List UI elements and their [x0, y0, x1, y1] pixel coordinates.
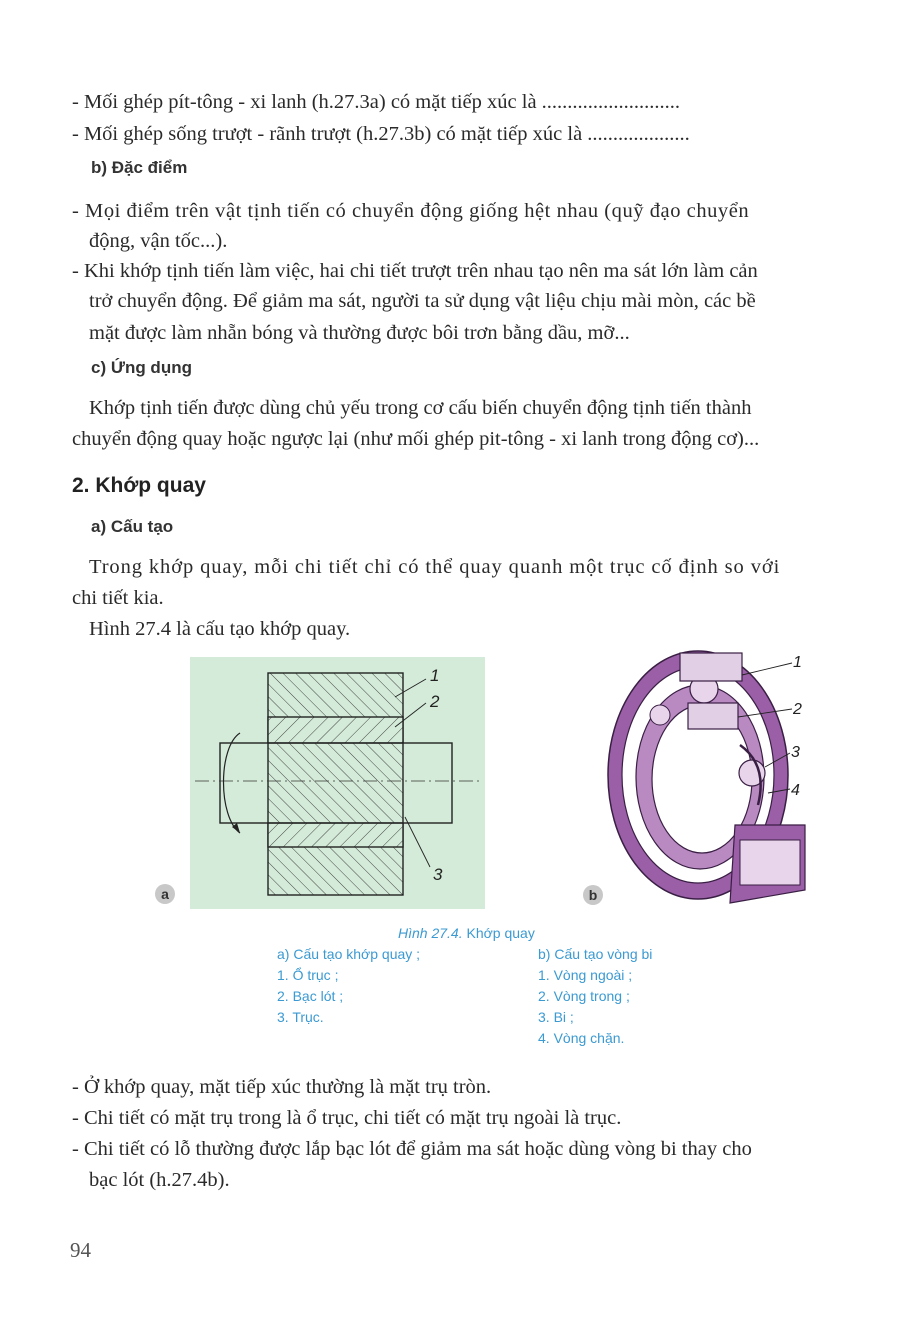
figure-a-revolute-joint-diagram: [190, 657, 485, 909]
intro-line-2: - Mối ghép sống trượt - rãnh trượt (h.27.3b) có mặt tiếp xúc là ....................: [72, 123, 690, 145]
figure-label-a: a: [155, 884, 175, 904]
caption-left-3: 3. Trục.: [277, 1009, 324, 1025]
caption-right-4: 4. Vòng chặn.: [538, 1030, 625, 1046]
callout-b-1: 1: [793, 654, 802, 671]
b-line-2: động, vận tốc...).: [89, 230, 228, 252]
caption-right-0: b) Cấu tạo vòng bi: [538, 946, 653, 962]
caption-left-1: 1. Ổ trục ;: [277, 967, 339, 983]
closing-line-1: - Ở khớp quay, mặt tiếp xúc thường là mặt trụ tròn.: [72, 1076, 492, 1098]
caption-title-italic: Hình 27.4.: [398, 925, 463, 941]
callout-b-2: 2: [793, 701, 802, 718]
page-number: 94: [70, 1238, 91, 1262]
section-2-heading: 2. Khớp quay: [72, 474, 206, 497]
caption-right-1: 1. Vòng ngoài ;: [538, 967, 633, 983]
figure-label-b: b: [583, 885, 603, 905]
closing-line-4: bạc lót (h.27.4b).: [89, 1169, 230, 1191]
heading-b-characteristics: b) Đặc điểm: [91, 158, 188, 177]
b-line-5: mặt được làm nhẵn bóng và thường được bôi trơn bằng dầu, mỡ...: [89, 322, 630, 344]
closing-line-3: - Chi tiết có lỗ thường được lắp bạc lót để giảm ma sát hoặc dùng vòng bi thay cho: [72, 1138, 752, 1160]
s2-line-1: Trong khớp quay, mỗi chi tiết chỉ có thể quay quanh một trục cố định so với: [89, 556, 781, 578]
figure-b-ball-bearing-diagram: [600, 645, 820, 910]
c-line-2: chuyển động quay hoặc ngược lại (như mối ghép pit-tông - xi lanh trong động cơ)...: [72, 428, 760, 450]
callout-b-4: 4: [791, 782, 800, 799]
caption-left-2: 2. Bạc lót ;: [277, 988, 344, 1004]
callout-a-1: 1: [430, 666, 440, 685]
s2-line-3: Hình 27.4 là cấu tạo khớp quay.: [89, 618, 351, 640]
c-line-1: Khớp tịnh tiến được dùng chủ yếu trong cơ cấu biến chuyển động tịnh tiến thành: [89, 397, 752, 419]
callout-a-3: 3: [433, 865, 443, 884]
intro-line-1: - Mối ghép pít-tông - xi lanh (h.27.3a) có mặt tiếp xúc là ...........................: [72, 91, 681, 113]
caption-right-3: 3. Bi ;: [538, 1009, 574, 1025]
callout-a-2: 2: [430, 692, 440, 711]
b-line-4: trở chuyển động. Để giảm ma sát, người ta sử dụng vật liệu chịu mài mòn, các bề: [89, 290, 756, 312]
caption-title-rest: Khớp quay: [462, 925, 535, 941]
b-line-3: - Khi khớp tịnh tiến làm việc, hai chi tiết trượt trên nhau tạo nên ma sát lớn làm cản: [72, 260, 758, 282]
heading-a-structure: a) Cấu tạo: [91, 517, 174, 536]
heading-c-applications: c) Ứng dụng: [91, 358, 192, 377]
callout-b-3: 3: [791, 744, 800, 761]
caption-left-0: a) Cấu tạo khớp quay ;: [277, 946, 421, 962]
b-line-1: - Mọi điểm trên vật tịnh tiến có chuyển động giống hệt nhau (quỹ đạo chuyển: [72, 200, 750, 222]
closing-line-2: - Chi tiết có mặt trụ trong là ổ trục, chi tiết có mặt trụ ngoài là trục.: [72, 1107, 622, 1129]
s2-line-2: chi tiết kia.: [72, 587, 164, 609]
caption-right-2: 2. Vòng trong ;: [538, 988, 630, 1004]
figure-caption-title: [398, 923, 535, 944]
